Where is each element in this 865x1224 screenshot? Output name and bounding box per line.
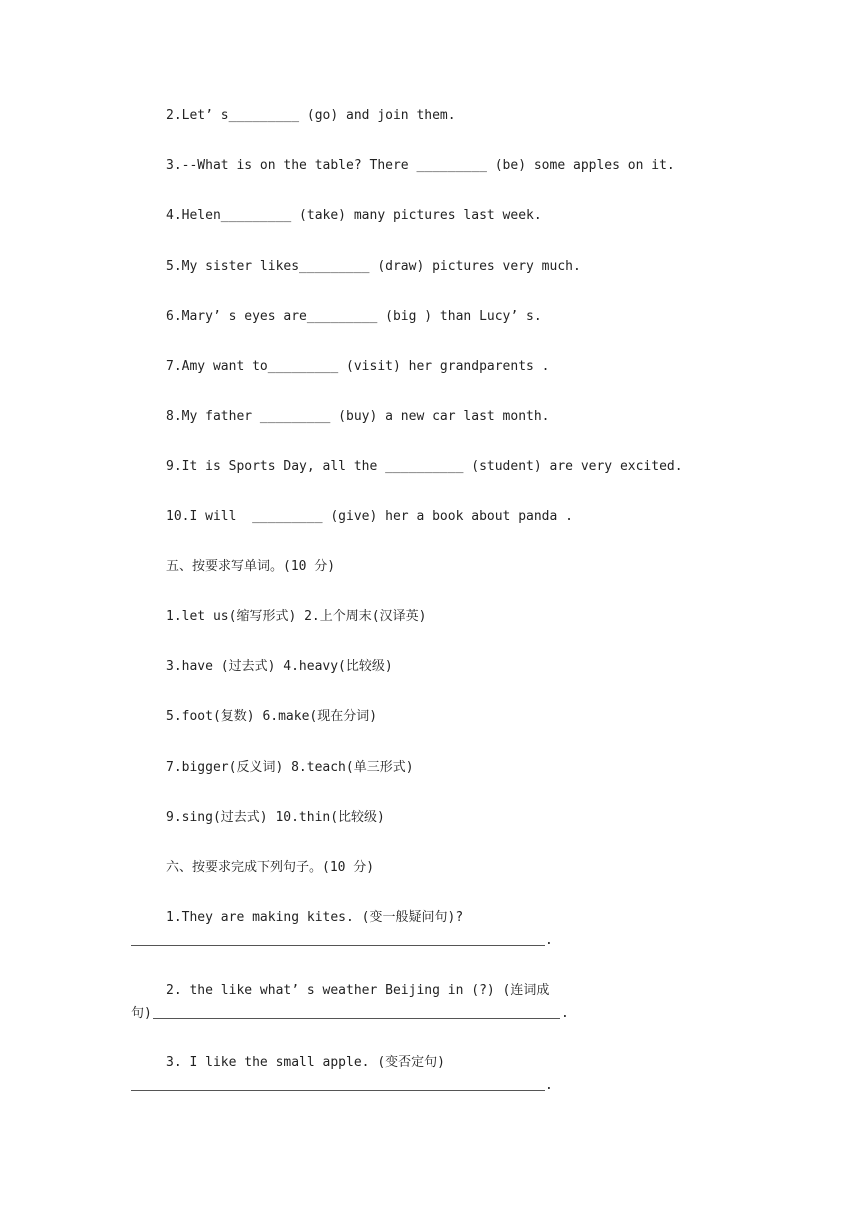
answer-line-6-2 [153,1018,560,1019]
question-5-5-6: 5.foot(复数) 6.make(现在分词) [166,709,378,724]
section-6-heading: 六、按要求完成下列句子。(10 分) [166,860,375,875]
question-6-2: 2. the like what’ s weather Beijing in (?) (连词成 [166,983,550,998]
answer-line-6-1 [131,945,545,946]
question-6-2-continuation: 句) [131,1006,152,1021]
question-5-7-8: 7.bigger(反义词) 8.teach(单三形式) [166,760,414,775]
question-4-7: 7.Amy want to_________ (visit) her grandparents . [166,359,550,374]
question-4-10: 10.I will _________ (give) her a book about panda . [166,509,573,524]
answer-line-6-3 [131,1090,545,1091]
question-6-3: 3. I like the small apple. (变否定句) [166,1055,445,1070]
answer-period-6-1: . [545,933,553,948]
question-4-9: 9.It is Sports Day, all the __________ (student) are very excited. [166,459,683,474]
question-4-5: 5.My sister likes_________ (draw) pictures very much. [166,259,581,274]
section-5-heading: 五、按要求写单词。(10 分) [166,559,336,574]
question-4-4: 4.Helen_________ (take) many pictures last week. [166,208,542,223]
question-4-3: 3.--What is on the table? There _________ (be) some apples on it. [166,158,675,173]
question-4-6: 6.Mary’ s eyes are_________ (big ) than Lucy’ s. [166,309,542,324]
question-6-1: 1.They are making kites. (变一般疑问句)? [166,910,464,925]
answer-period-6-3: . [545,1078,553,1093]
question-5-1-2: 1.let us(缩写形式) 2.上个周末(汉译英) [166,609,427,624]
answer-period-6-2: . [561,1006,569,1021]
question-4-2: 2.Let’ s_________ (go) and join them. [166,108,456,123]
question-4-8: 8.My father _________ (buy) a new car last month. [166,409,550,424]
question-5-9-10: 9.sing(过去式) 10.thin(比较级) [166,810,385,825]
question-5-3-4: 3.have (过去式) 4.heavy(比较级) [166,659,393,674]
